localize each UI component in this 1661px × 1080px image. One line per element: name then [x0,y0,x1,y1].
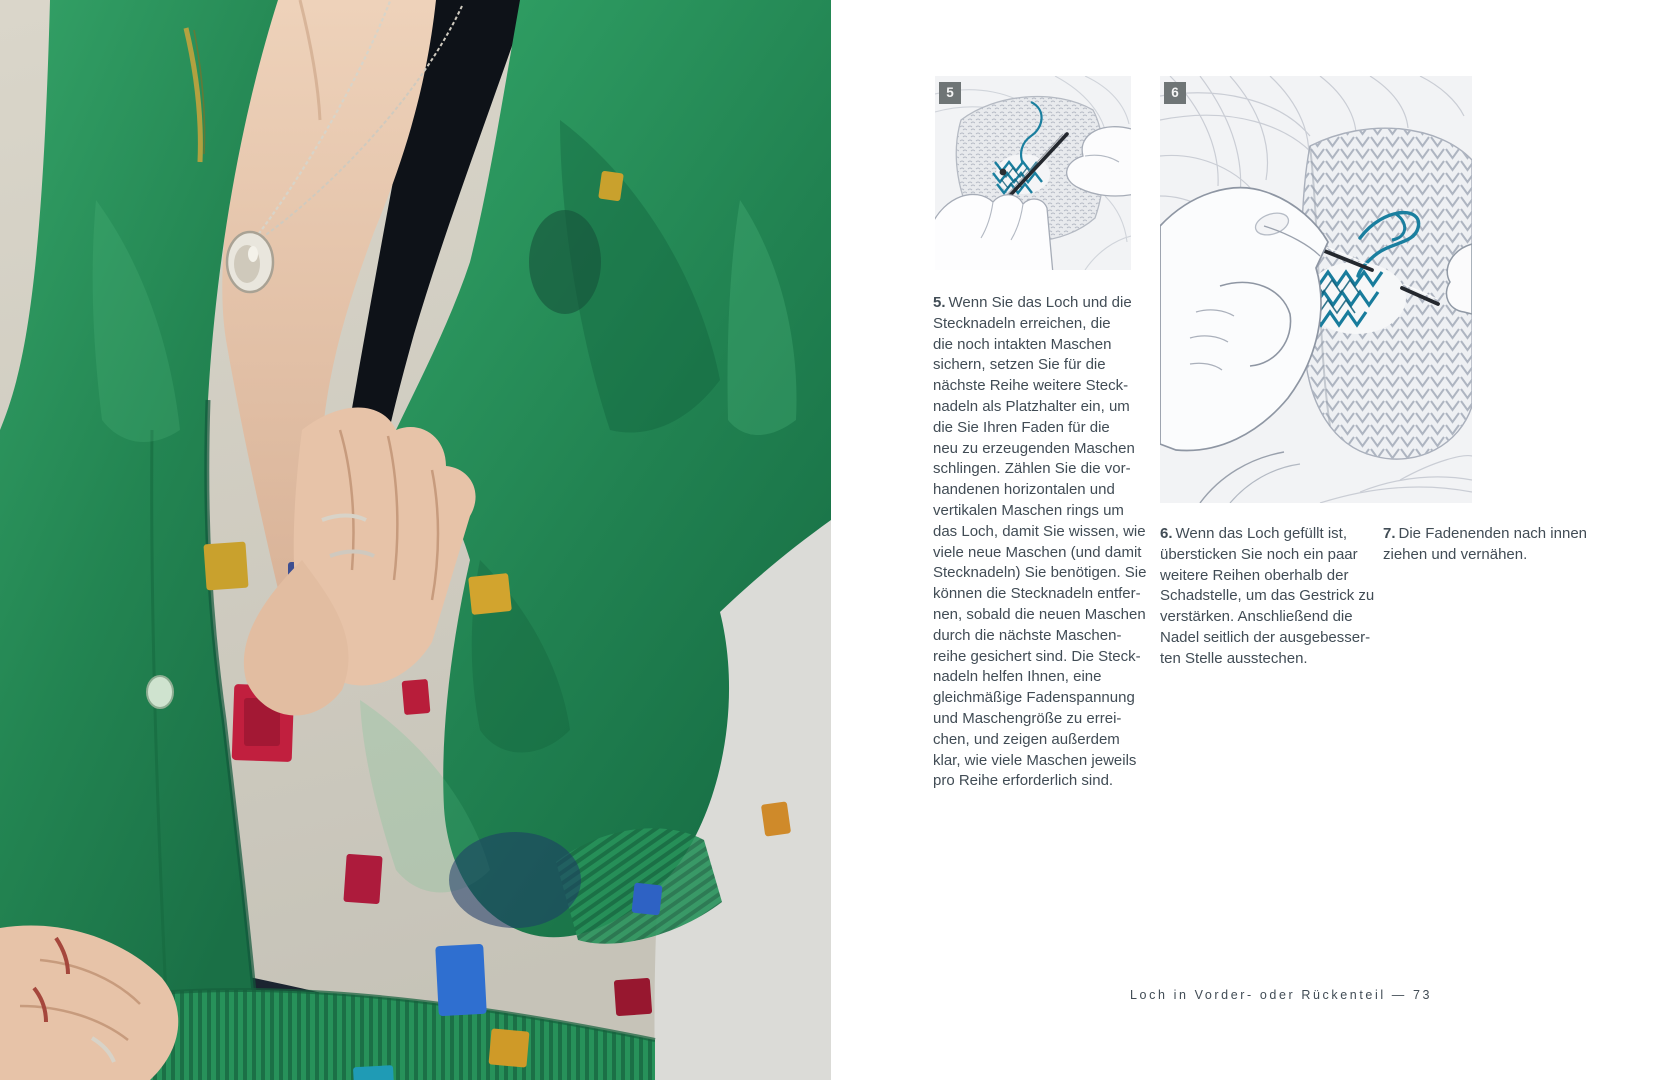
text-line: handenen horizontalen und [933,481,1115,499]
figure-6-drawing [1160,76,1472,503]
text-line: neu zu erzeugenden Maschen [933,439,1135,457]
text-line: Stecknadeln erreichen, die [933,314,1111,332]
text-line: und Maschengröße zu errei- [933,709,1122,727]
step-6-body [1160,545,1386,670]
step-7-body [1383,545,1598,566]
figure-5-darning-hole-illustration [935,76,1131,270]
text-line: sichern, setzen Sie für die [933,356,1106,374]
step-6-first-line-text: Wenn das Loch gefüllt ist, [1175,525,1348,542]
step-5-body [933,314,1153,792]
text-line: können die Stecknadeln entfer- [933,585,1141,603]
page-footer: Loch in Vorder- oder Rückenteil — 73 [1130,988,1433,1002]
step-7-first-line [1383,524,1598,545]
text-line: nen, sobald die neuen Maschen [933,605,1146,623]
text-line: die Sie Ihren Faden für die [933,418,1110,436]
text-line: schlingen. Zählen Sie die vor- [933,460,1131,478]
step-7-first-line-text: Die Fadenenden nach innen [1398,525,1587,542]
text-line: nadeln als Platzhalter ein, um [933,397,1130,415]
text-line: chen, und zeigen außerdem [933,730,1120,748]
text-line: ten Stelle ausstechen. [1160,649,1308,667]
step-5-first-line [933,293,1153,314]
step-6-first-line [1160,524,1386,545]
text-line: die noch intakten Maschen [933,335,1112,353]
figure-6-badge: 6 [1164,82,1186,104]
step-5-first-line-text: Wenn Sie das Loch und die [948,294,1132,311]
text-line: gleichmäßige Fadenspannung [933,689,1135,707]
text-line: viele neue Maschen (und damit [933,543,1142,561]
text-line: ziehen und vernähen. [1383,545,1528,563]
text-line: verstärken. Anschließend die [1160,608,1353,626]
text-line: das Loch, damit Sie wissen, wie [933,522,1146,540]
text-line: nächste Reihe weitere Steck- [933,377,1129,395]
text-line: pro Reihe erforderlich sind. [933,772,1114,790]
step-6-number: 6. [1160,525,1173,542]
step-5-instructions [933,293,1153,792]
text-line: nadeln helfen Ihnen, eine [933,668,1102,686]
text-line: vertikalen Maschen rings um [933,501,1124,519]
text-line: Stecknadeln) Sie benötigen. Sie [933,564,1147,582]
step-5-number: 5. [933,294,946,311]
text-line: weitere Reihen oberhalb der [1160,566,1349,584]
text-line: klar, wie viele Maschen jeweils [933,751,1137,769]
text-line: Nadel seitlich der ausgebesser- [1160,628,1371,646]
step-7-instructions [1383,524,1598,566]
text-line: Schadstelle, um das Gestrick zu [1160,587,1375,605]
figure-5-badge: 5 [939,82,961,104]
text-line: durch die nächste Maschen- [933,626,1122,644]
text-line: übersticken Sie noch ein paar [1160,545,1358,563]
figure-5-drawing [935,76,1131,270]
text-line: reihe gesichert sind. Die Steck- [933,647,1141,665]
step-7-number: 7. [1383,525,1396,542]
figure-6-overstitching-illustration [1160,76,1472,503]
step-6-instructions [1160,524,1386,670]
